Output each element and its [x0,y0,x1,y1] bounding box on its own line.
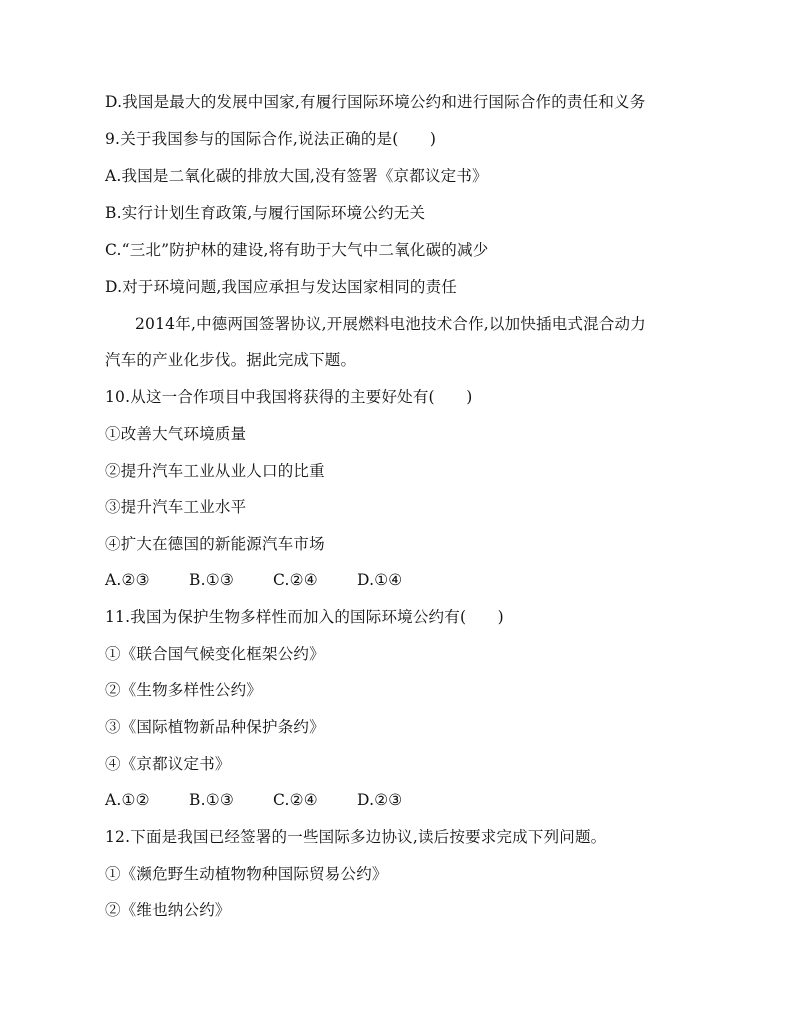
q11-options [105,790,402,810]
q12-item-2: ②《维也纳公约》 [105,901,231,919]
q10-item-1: ①改善大气环境质量 [105,425,247,443]
q11-option-d: D.②③ [357,791,403,809]
q11-option-a: A.①② [105,791,150,809]
q10-option-c: C.②④ [273,571,318,589]
q11-option-c: C.②④ [273,791,318,809]
q11-stem: 11.我国为保护生物多样性而加入的国际环境公约有( ) [105,608,504,626]
q12-item-1: ①《濒危野生动植物物种国际贸易公约》 [105,865,388,883]
q9-stem: 9.关于我国参与的国际合作,说法正确的是( ) [105,130,437,148]
material-paragraph-line-2: 汽车的产业化步伐。据此完成下题。 [105,351,357,369]
q10-options [105,570,402,590]
q10-stem: 10.从这一合作项目中我国将获得的主要好处有( ) [105,388,473,406]
q11-item-4: ④《京都议定书》 [105,755,231,773]
q10-item-4: ④扩大在德国的新能源汽车市场 [105,535,325,553]
q12-stem: 12.下面是我国已经签署的一些国际多边协议,读后按要求完成下列问题。 [105,828,607,846]
q11-item-3: ③《国际植物新品种保护条约》 [105,718,325,736]
material-paragraph-line-1: 2014年,中德两国签署协议,开展燃料电池技术合作,以加快插电式混合动力 [135,315,646,333]
q11-item-2: ②《生物多样性公约》 [105,681,263,699]
q9-option-a: A.我国是二氧化碳的排放大国,没有签署《京都议定书》 [105,167,488,185]
q11-item-1: ①《联合国气候变化框架公约》 [105,645,325,663]
q10-item-3: ③提升汽车工业水平 [105,498,247,516]
q8-option-d: D.我国是最大的发展中国家,有履行国际环境公约和进行国际合作的责任和义务 [105,93,646,111]
q9-option-c: C.“三北”防护林的建设,将有助于大气中二氧化碳的减少 [105,241,489,259]
q10-option-a: A.②③ [105,571,150,589]
q10-option-b: B.①③ [189,571,234,589]
q9-option-b: B.实行计划生育政策,与履行国际环境公约无关 [105,204,426,222]
q9-option-d: D.对于环境问题,我国应承担与发达国家相同的责任 [105,278,458,296]
q10-option-d: D.①④ [357,571,403,589]
q10-item-2: ②提升汽车工业从业人口的比重 [105,462,325,480]
q11-option-b: B.①③ [189,791,234,809]
